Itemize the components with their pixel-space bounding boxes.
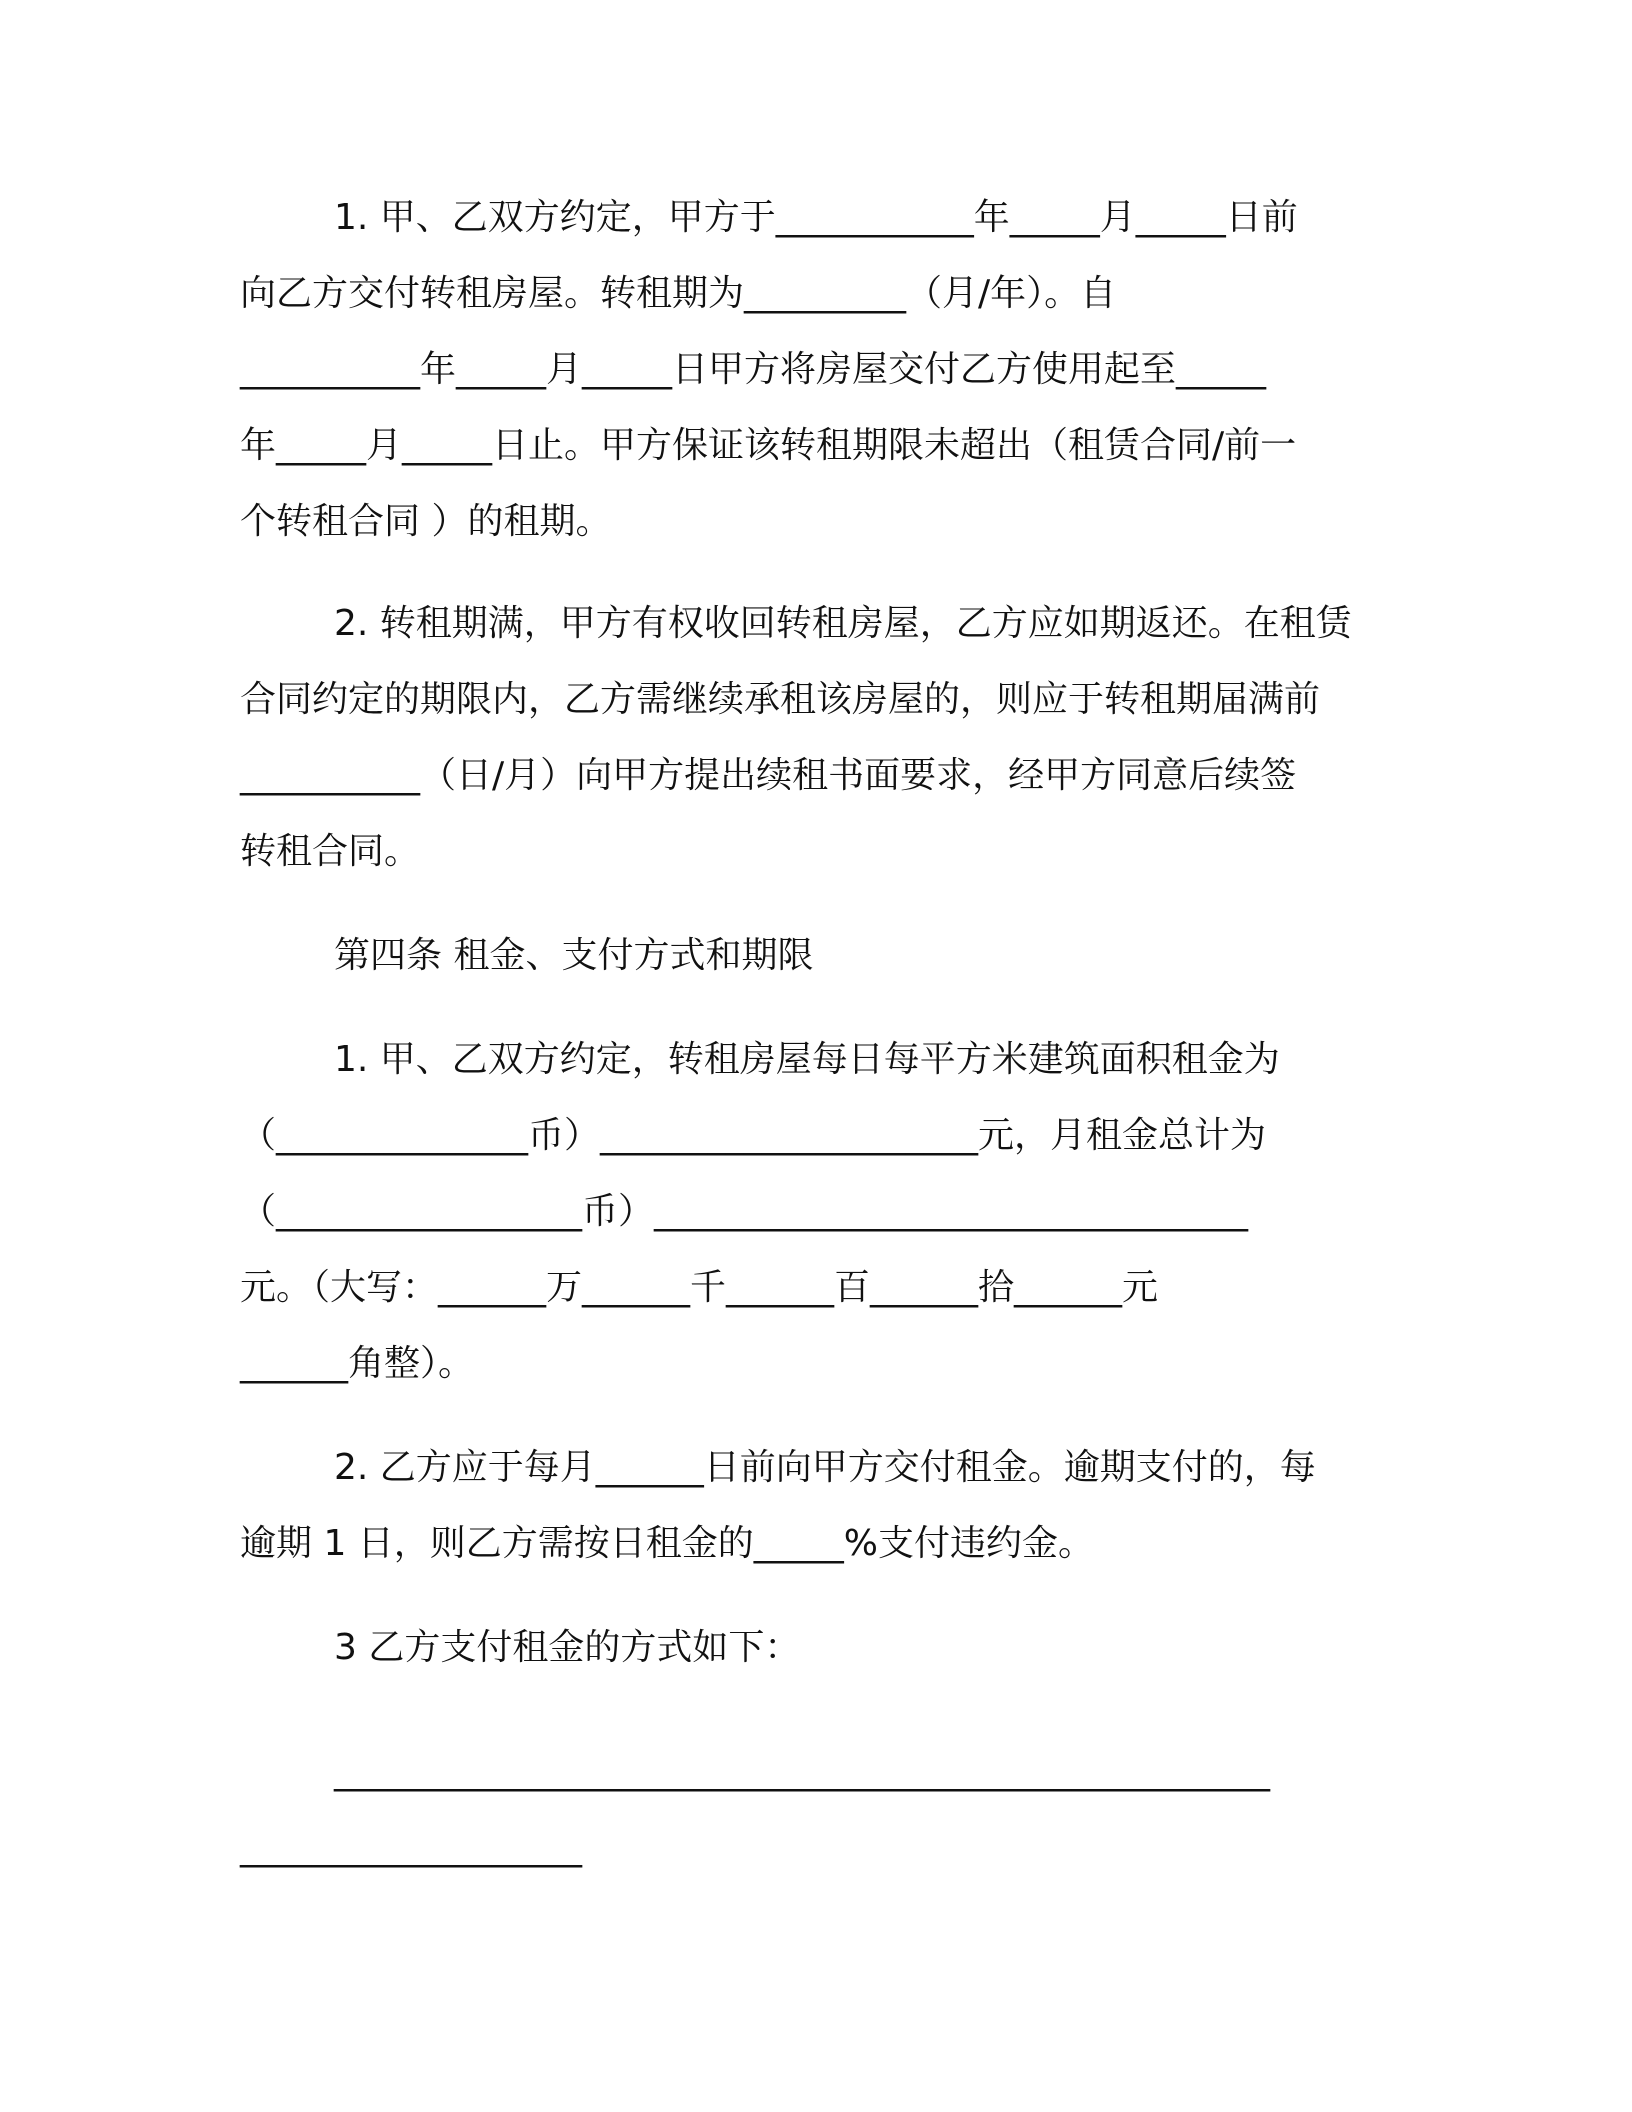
clause-4-1-line-2: （______________币）_____________________元，月租金总计为 [240, 1115, 1267, 1156]
clause-3-1-line-4: 年_____月_____日止。甲方保证该转租期限未超出（租赁合同/前一 [240, 425, 1297, 466]
clause-4-1-line-4: 元。（大写：______万______千______百______拾______元 [240, 1267, 1159, 1308]
clause-3-1-line-2: 向乙方交付转租房屋。转租期为_________（月/年）。自 [240, 273, 1117, 314]
clause-4-3-line-1: 3 乙方支付租金的方式如下： [334, 1627, 801, 1668]
payment-method-blank-line-1: ____________________________________________________ [334, 1751, 1270, 1792]
payment-method-blank-line-2: ___________________ [240, 1827, 582, 1868]
clause-4-2-line-2: 逾期 1 日，则乙方需按日租金的_____%支付违约金。 [240, 1523, 1094, 1564]
clause-4-1-line-5: ______角整）。 [240, 1343, 475, 1384]
clause-3-2-line-3: __________（日/月）向甲方提出续租书面要求，经甲方同意后续签 [240, 755, 1297, 796]
clause-4-1-line-1: 1. 甲、乙双方约定，转租房屋每日每平方米建筑面积租金为 [334, 1039, 1280, 1080]
clause-3-2-line-1: 2. 转租期满，甲方有权收回转租房屋，乙方应如期返还。在租赁 [334, 603, 1352, 644]
clause-3-1-line-3: __________年_____月_____日甲方将房屋交付乙方使用起至_____ [240, 349, 1267, 390]
clause-3-1-line-1: 1. 甲、乙双方约定，甲方于___________年_____月_____日前 [334, 197, 1298, 238]
article-4-heading: 第四条 租金、支付方式和期限 [334, 935, 814, 976]
clause-3-2-line-4: 转租合同。 [240, 831, 421, 872]
clause-3-1-line-5: 个转租合同 ）的租期。 [240, 501, 612, 542]
clause-3-2-line-2: 合同约定的期限内，乙方需继续承租该房屋的，则应于转租期届满前 [240, 679, 1321, 720]
clause-4-2-line-1: 2. 乙方应于每月______日前向甲方交付租金。逾期支付的，每 [334, 1447, 1316, 1488]
clause-4-1-line-3: （_________________币）_________________________________ [240, 1191, 1248, 1232]
